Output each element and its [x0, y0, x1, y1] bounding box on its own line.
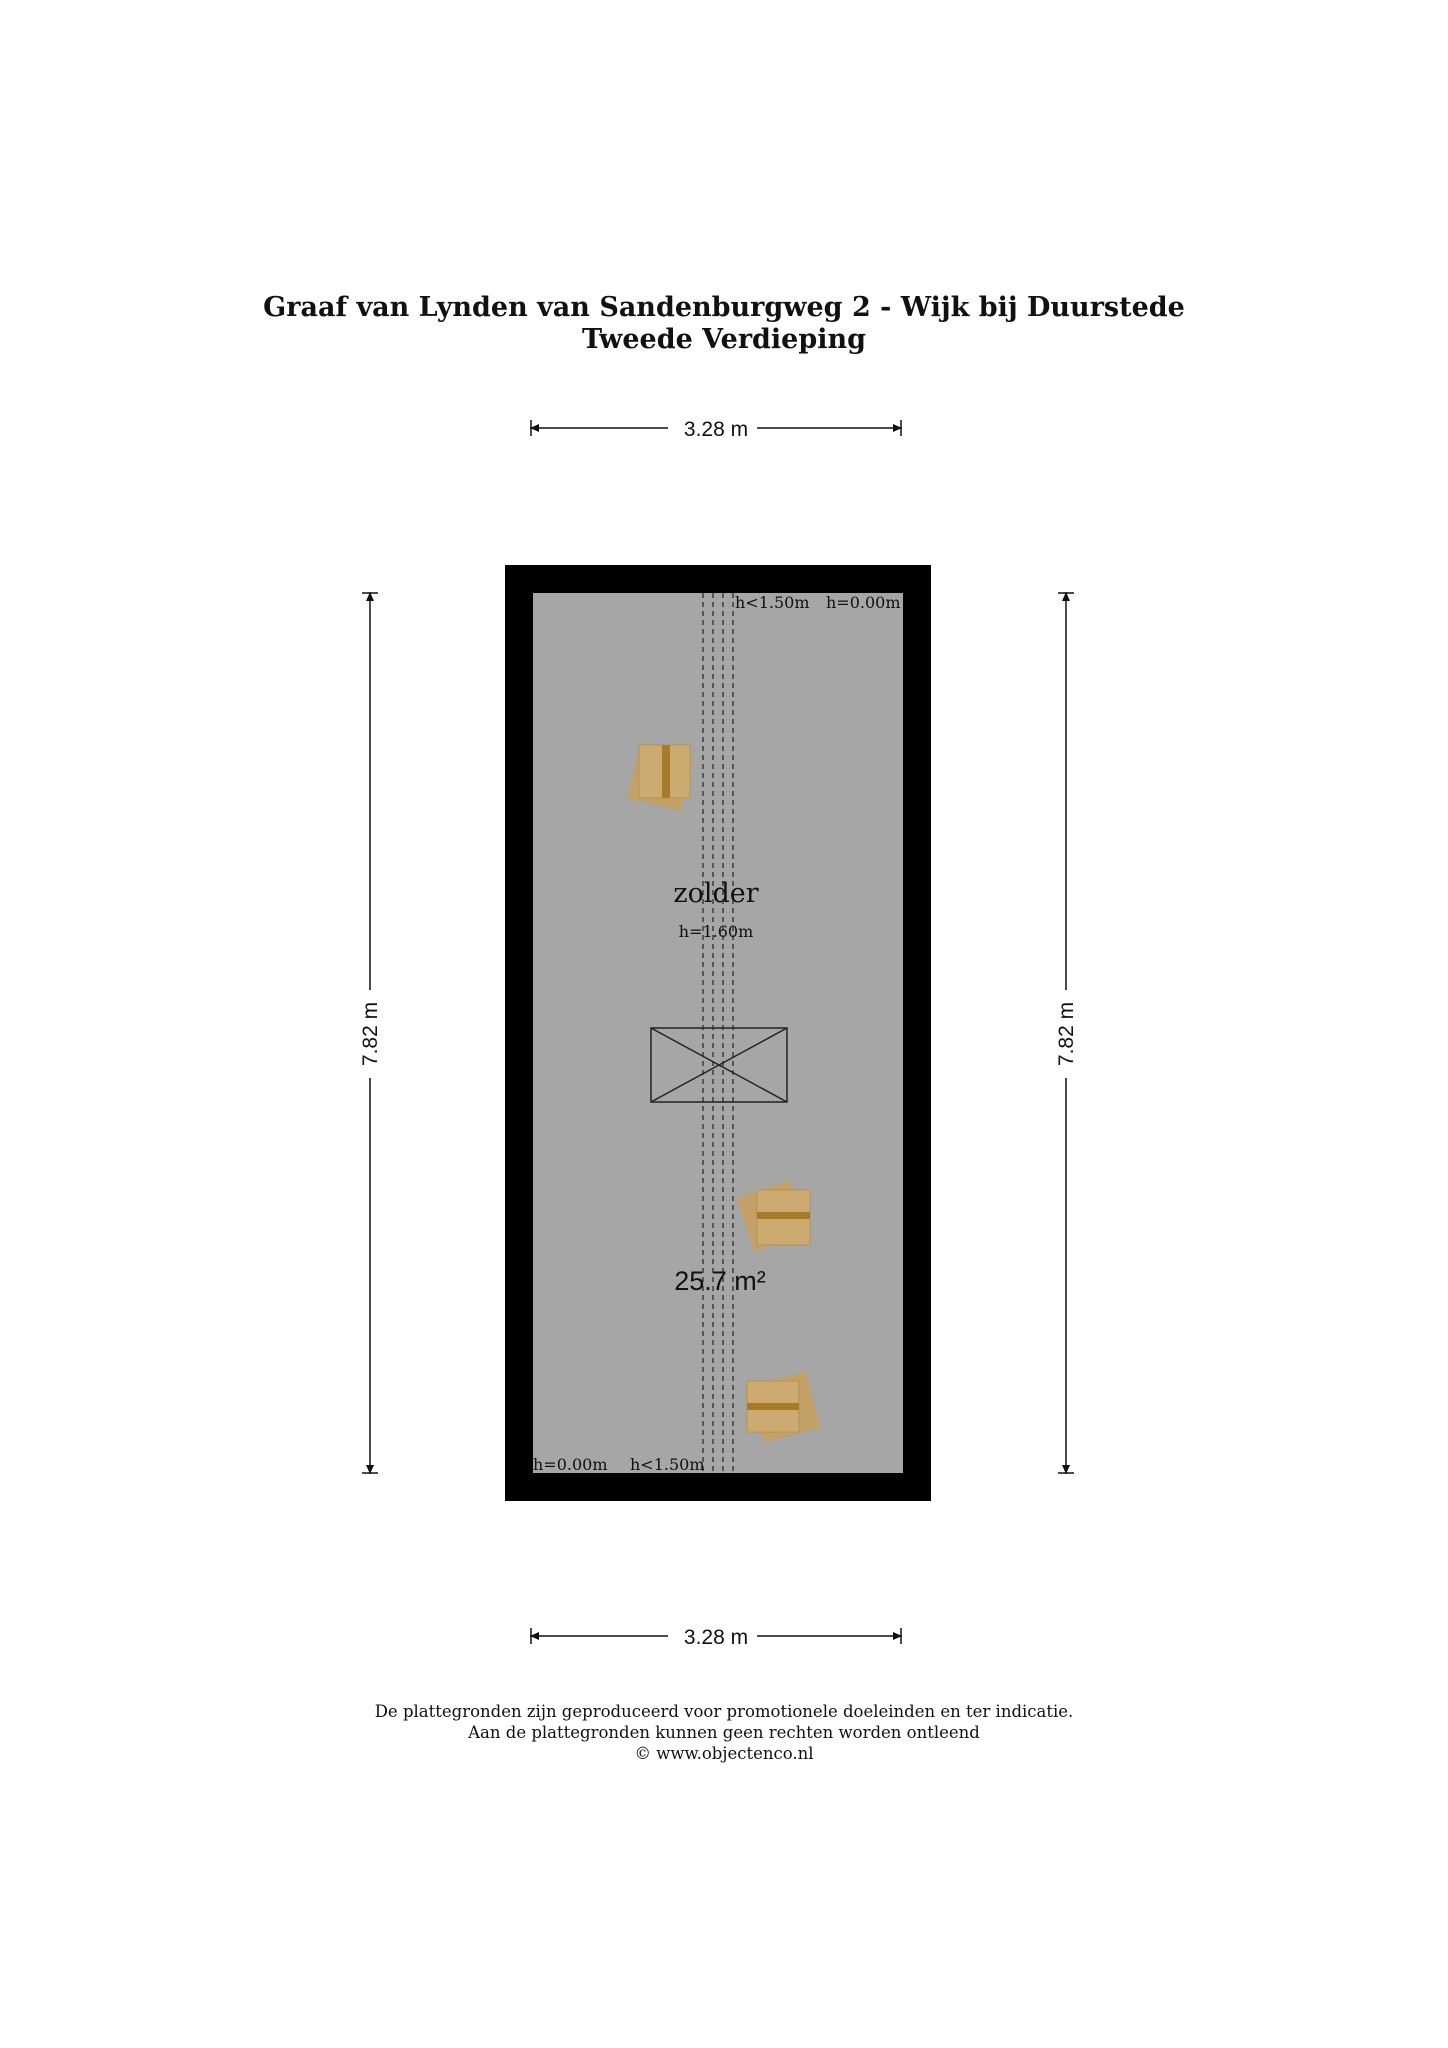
left-height-label: 7.82 m	[359, 1001, 382, 1067]
height-label-bottom-zero: h=0.00m	[533, 1455, 608, 1474]
height-label-top-zero: h=0.00m	[826, 593, 901, 612]
right-height-label: 7.82 m	[1055, 1001, 1078, 1067]
attic-floor	[533, 593, 903, 1473]
room-area: 25.7 m²	[674, 1266, 766, 1296]
floor-title: Tweede Verdieping	[581, 324, 866, 355]
top-width-dimension	[530, 418, 902, 441]
top-width-label: 3.28 m	[683, 418, 749, 441]
room-height: h=1.60m	[678, 922, 754, 941]
height-label-bottom-low: h<1.50m	[630, 1455, 705, 1474]
address-title: Graaf van Lynden van Sandenburgweg 2 - Wijk bij Duurstede	[263, 292, 1185, 323]
bottom-width-label: 3.28 m	[683, 1626, 749, 1649]
copyright-line: © www.objectenco.nl	[634, 1744, 814, 1763]
height-label-top-low: h<1.50m	[735, 593, 810, 612]
disclaimer-line-2: Aan de plattegronden kunnen geen rechten worden ontleend	[468, 1723, 980, 1742]
bottom-width-dimension	[530, 1626, 902, 1649]
right-height-dimension	[1055, 592, 1078, 1474]
left-height-dimension	[359, 592, 382, 1474]
room-name: zolder	[673, 878, 759, 909]
disclaimer-line-1: De plattegronden zijn geproduceerd voor promotionele doeleinden en ter indicatie.	[374, 1702, 1074, 1721]
disclaimer	[0, 1701, 1448, 1764]
